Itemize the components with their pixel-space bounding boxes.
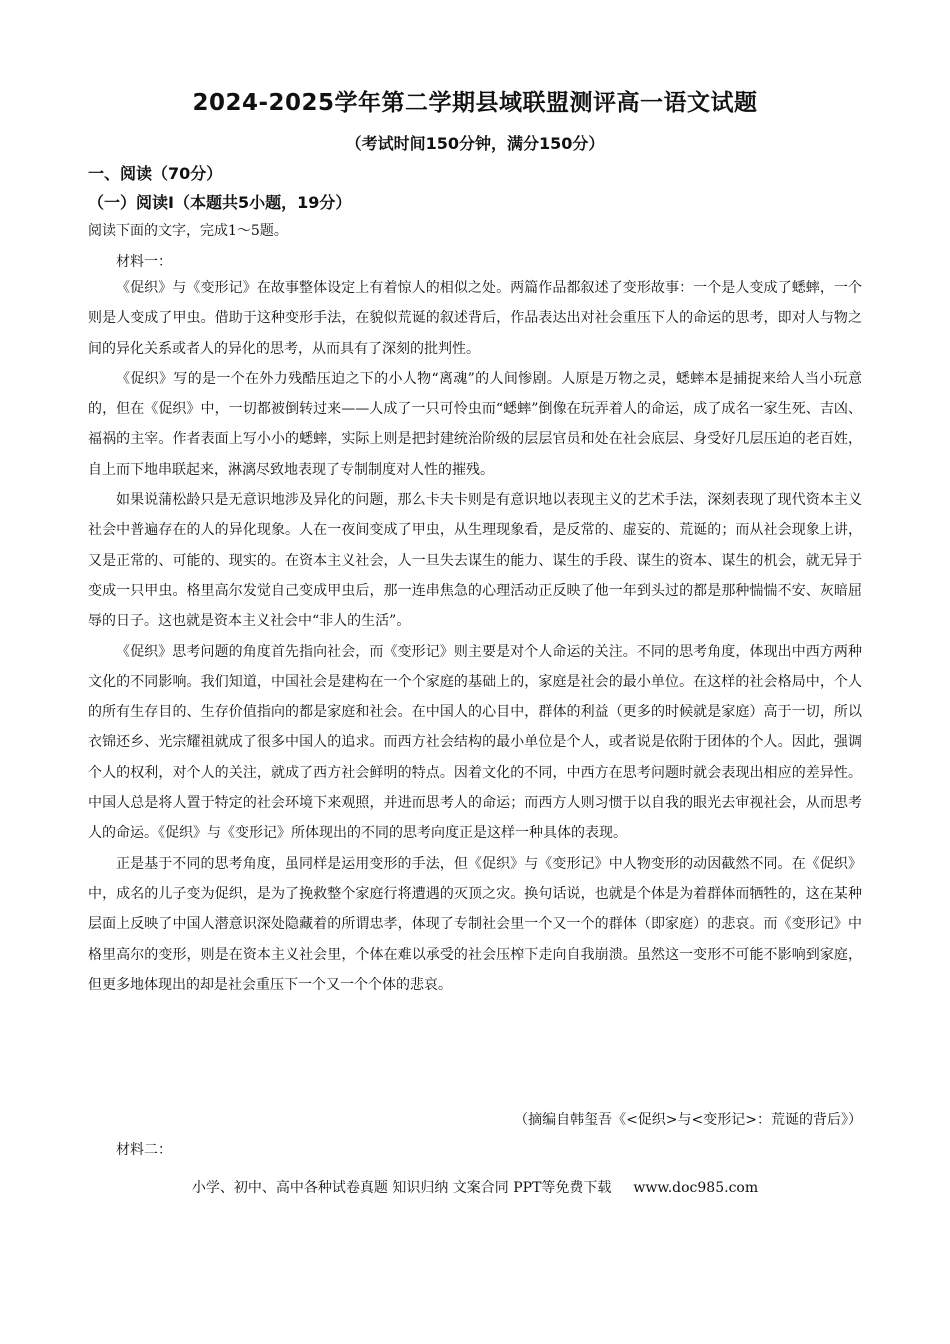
- paragraph: 如果说蒲松龄只是无意识地涉及异化的问题，那么卡夫卡则是有意识地以表现主义的艺术手法，深刻表现了现代资本主义社会中普遍存在的人的异化现象。人在一夜间变成了甲虫，从生理现象看，是反常的、虚妄的、荒诞的；而从社会现象上讲，又是正常的、可能的、现实的。在资本主义社会，人一旦失去谋生的能力、谋生的手段、谋生的资本、谋生的机会，就无异于变成一只甲虫。格里高尔发觉自己变成甲虫后，那一连串焦急的心理活动正反映了他一年到头过的都是那种惴惴不安、灰暗屈辱的日子。这也就是资本主义社会中“非人的生活”。: [88, 492, 862, 630]
- section-heading-reading: 一、阅读（70分）: [88, 164, 223, 183]
- material-1-body: [88, 273, 862, 1000]
- source-citation: （摘编自韩玺吾《<促织>与<变形记>：荒诞的背后》）: [514, 1112, 862, 1128]
- exam-subtitle: （考试时间150分钟，满分150分）: [345, 134, 605, 153]
- paragraph: 《促织》与《变形记》在故事整体设定上有着惊人的相似之处。两篇作品都叙述了变形故事：一个是人变成了蟋蟀，一个则是人变成了甲虫。借助于这种变形手法，在貌似荒诞的叙述背后，作品表达出对社会重压下人的命运的思考，即对人与物之间的异化关系或者人的异化的思考，从而具有了深刻的批判性。: [88, 280, 862, 357]
- paragraph: 《促织》思考问题的角度首先指向社会，而《变形记》则主要是对个人命运的关注。不同的思考角度，体现出中西方两种文化的不同影响。我们知道，中国社会是建构在一个个家庭的基础上的，家庭是社会的最小单位。在这样的社会格局中，个人的所有生存目的、生存价值指向的都是家庭和社会。在中国人的心目中，群体的利益（更多的时候就是家庭）高于一切，所以衣锦还乡、光宗耀祖就成了很多中国人的追求。而西方社会结构的最小单位是个人，或者说是依附于团体的个人。因此，强调个人的权利，对个人的关注，就成了西方社会鲜明的特点。因着文化的不同，中西方在思考问题时就会表现出相应的差异性。中国人总是将人置于特定的社会环境下来观照，并进而思考人的命运；而西方人则习惯于以自我的眼光去审视社会，从而思考人的命运。《促织》与《变形记》所体现出的不同的思考向度正是这样一种具体的表现。: [88, 643, 862, 842]
- paragraph: 正是基于不同的思考角度，虽同样是运用变形的手法，但《促织》与《变形记》中人物变形的动因截然不同。在《促织》中，成名的儿子变为促织，是为了挽救整个家庭行将遭遇的灭顶之灾。换句话说，也就是个体是为着群体而牺牲的，这在某种层面上反映了中国人潜意识深处隐藏着的所谓忠孝，体现了专制社会里一个又一个的群体（即家庭）的悲哀。而《变形记》中格里高尔的变形，则是在资本主义社会里，个体在难以承受的社会压榨下走向自我崩溃。虽然这一变形不可能不影响到家庭，但更多地体现出的却是社会重压下一个又一个个体的悲哀。: [88, 855, 862, 993]
- material-1-label: 材料一：: [116, 254, 172, 270]
- footer-text: 小学、初中、高中各种试卷真题 知识归纳 文案合同 PPT等免费下载: [191, 1180, 612, 1196]
- paragraph: 《促织》写的是一个在外力残酷压迫之下的小人物“离魂”的人间惨剧。人原是万物之灵，蟋蟀本是捕捉来给人当小玩意的，但在《促织》中，一切都被倒转过来——人成了一只可怜虫而“蟋蟀”倒像在玩弄着人的命运，成了成名一家生死、吉凶、福祸的主宰。作者表面上写小小的蟋蟀，实际上则是把封建统治阶级的层层官员和处在社会底层、身受好几层压迫的老百姓，自上而下地串联起来，淋漓尽致地表现了专制制度对人性的摧残。: [88, 370, 862, 478]
- footer-url: www.doc985.com: [633, 1180, 759, 1196]
- subsection-heading-reading-1: （一）阅读Ⅰ（本题共5小题，19分）: [88, 193, 352, 212]
- reading-instruction: 阅读下面的文字，完成1～5题。: [88, 223, 288, 239]
- page-footer: [0, 1177, 950, 1197]
- material-2-label: 材料二：: [116, 1142, 172, 1158]
- exam-title: 2024-2025学年第二学期县域联盟测评高一语文试题: [192, 90, 758, 116]
